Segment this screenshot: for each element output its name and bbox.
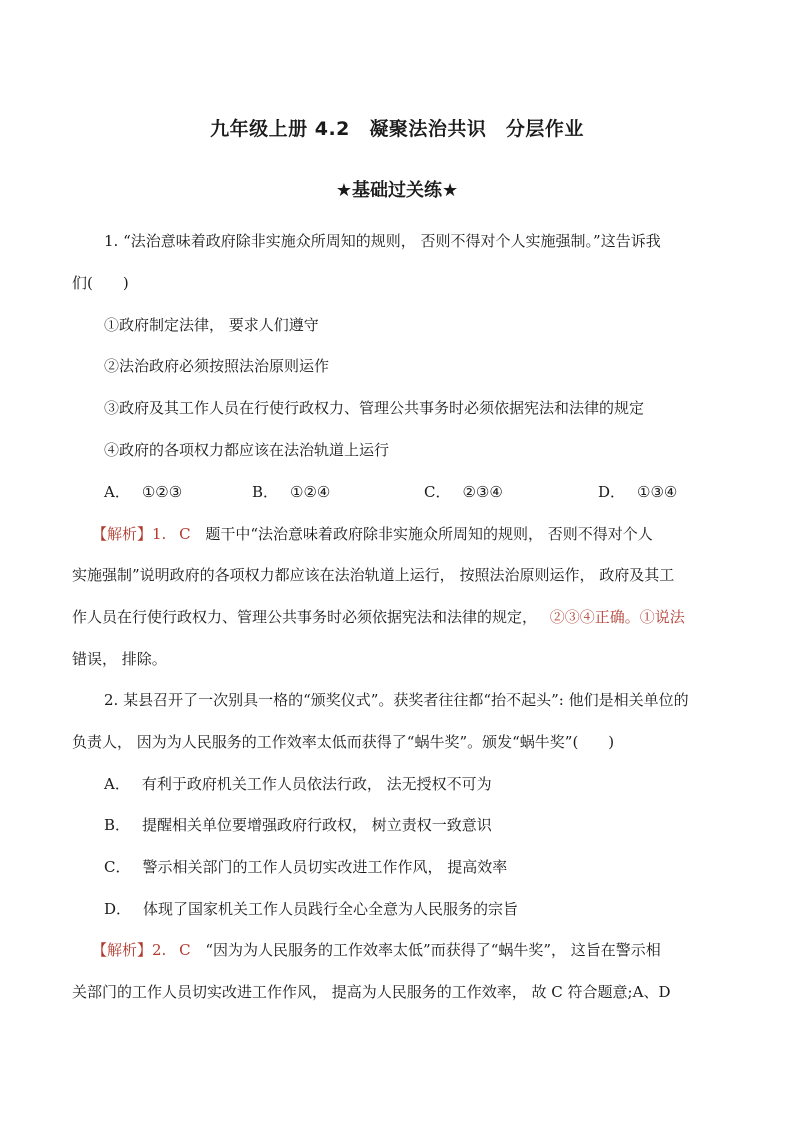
q1-item-3: ③政府及其工作人员在行使行政权力、管理公共事务时必须依据宪法和法律的规定 — [104, 399, 645, 417]
q1-option-b — [252, 482, 330, 502]
q1-option-a — [104, 482, 182, 502]
option-text: ①②④ — [290, 483, 331, 501]
analysis-text: “因为为人民服务的工作效率太低”而获得了“蜗牛奖”， 这旨在警示相 — [205, 941, 661, 959]
q1-stem-line2: 们( ) — [72, 274, 129, 292]
option-text: 警示相关部门的工作人员切实改进工作作风， 提高效率 — [142, 858, 508, 876]
option-letter: B． — [252, 483, 279, 501]
q2-option-b — [104, 815, 492, 835]
analysis-text: 作人员在行使行政权力、管理公共事务时必须依据宪法和法律的规定， — [72, 608, 538, 626]
analysis-correct: ②③④正确。①说法 — [549, 608, 685, 626]
option-letter: A． — [104, 775, 130, 793]
option-text: ①③④ — [637, 483, 678, 501]
q2-analysis-line2: 关部门的工作人员切实改进工作作风， 提高为人民服务的工作效率， 故 C 符合题意;A、D — [72, 983, 671, 1001]
q1-item-4: ④政府的各项权力都应该在法治轨道上运行 — [104, 441, 390, 459]
q1-analysis-line2: 实施强制”说明政府的各项权力都应该在法治轨道上运行， 按照法治原则运作， 政府及其工 — [72, 566, 675, 584]
q1-item-2: ②法治政府必须按照法治原则运作 — [104, 357, 330, 375]
option-text: ①②③ — [141, 483, 183, 501]
page-title: 九年级上册 4.2 凝聚法治共识 分层作业 — [210, 118, 584, 140]
q1-option-c — [424, 482, 503, 502]
option-letter: D． — [104, 900, 132, 918]
analysis-tag: 【解析】2. — [92, 941, 167, 959]
q1-stem-line1: 1. “法治意味着政府除非实施众所周知的规则， 否则不得对个人实施强制。”这告诉我 — [104, 232, 661, 250]
q1-analysis-line4: 错误， 排除。 — [72, 650, 167, 668]
option-letter: D． — [598, 483, 626, 501]
q2-option-a — [104, 774, 492, 794]
option-text: 提醒相关单位要增强政府行政权， 树立责权一致意识 — [142, 816, 492, 834]
option-letter: C． — [424, 483, 451, 501]
section-heading: ★基础过关练★ — [335, 180, 459, 201]
q2-stem-line2: 负责人， 因为为人民服务的工作效率太低而获得了“蜗牛奖”。颁发“蜗牛奖”( ) — [72, 733, 615, 751]
q2-option-d — [104, 899, 518, 919]
analysis-answer: C — [179, 941, 191, 959]
q1-analysis-line3 — [72, 607, 685, 627]
option-text: 有利于政府机关工作人员依法行政， 法无授权不可为 — [141, 775, 492, 793]
q2-option-c — [104, 857, 507, 877]
q2-analysis-line1 — [92, 940, 661, 960]
analysis-tag: 【解析】1. — [92, 525, 167, 543]
q1-analysis-line1 — [92, 524, 653, 544]
q1-item-1: ①政府制定法律， 要求人们遵守 — [104, 316, 319, 334]
q1-option-d — [598, 482, 677, 502]
option-text: ②③④ — [462, 483, 503, 501]
analysis-answer: C — [179, 525, 191, 543]
option-letter: B． — [104, 816, 131, 834]
q2-stem-line1: 2. 某县召开了一次别具一格的“颁奖仪式”。获奖者往往都“抬不起头”: 他们是相关单位的 — [104, 691, 689, 709]
option-letter: C． — [104, 858, 131, 876]
option-text: 体现了国家机关工作人员践行全心全意为人民服务的宗旨 — [143, 900, 519, 918]
option-letter: A． — [104, 483, 130, 501]
analysis-text: 题干中“法治意味着政府除非实施众所周知的规则， 否则不得对个人 — [205, 525, 653, 543]
